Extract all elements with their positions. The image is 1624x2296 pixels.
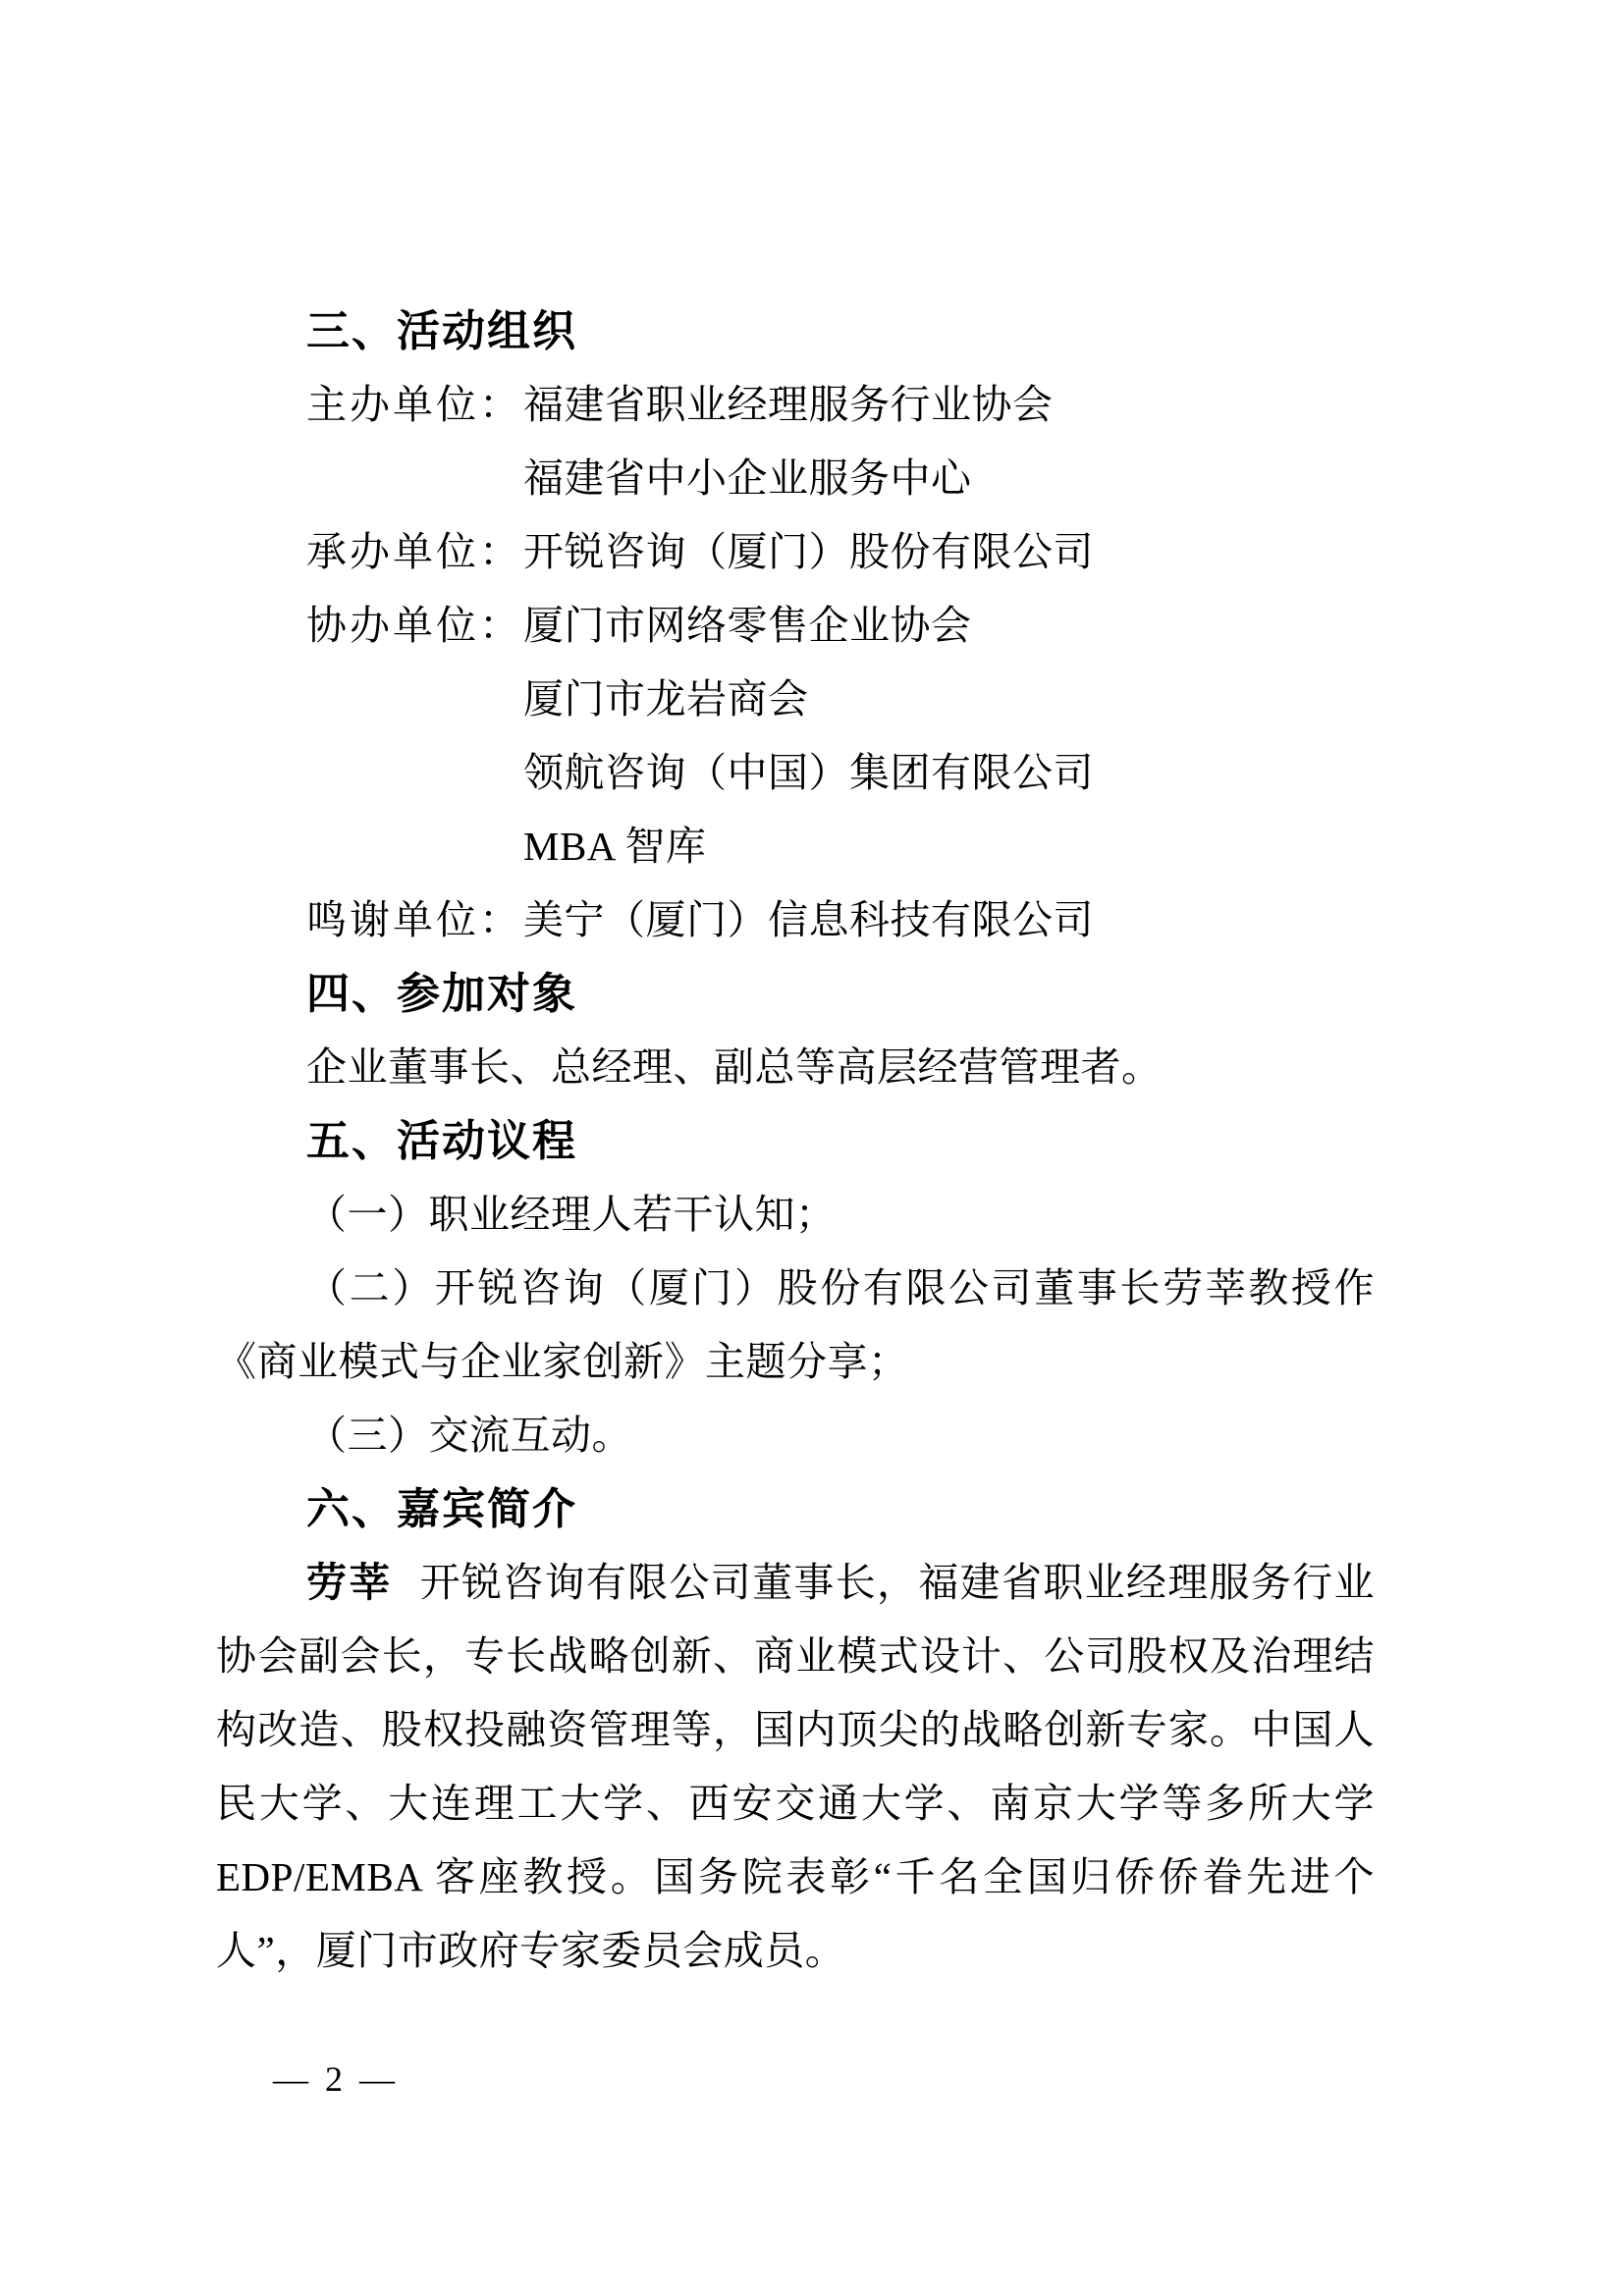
organizer-line-co-3 <box>216 736 1375 810</box>
organizer-value-co-3: 领航咨询（中国）集团有限公司 <box>523 750 1094 795</box>
organizer-value-host-1: 福建省职业经理服务行业协会 <box>523 382 1054 427</box>
organizer-line-host <box>216 368 1375 442</box>
organizer-line-host-2 <box>216 442 1375 515</box>
organizer-value-co-1: 厦门市网络零售企业协会 <box>523 603 972 648</box>
document-body <box>216 294 1375 1988</box>
organizer-value-undertaker: 开锐咨询（厦门）股份有限公司 <box>523 529 1094 574</box>
organizer-line-thanks <box>216 883 1375 957</box>
organizer-line-co-4 <box>216 810 1375 883</box>
organizer-value-co-4: MBA 智库 <box>523 824 707 869</box>
organizer-line-co-1 <box>216 589 1375 663</box>
section4-heading: 四、参加对象 <box>306 970 577 1018</box>
organizer-line-undertaker <box>216 515 1375 589</box>
section3-heading: 三、活动组织 <box>306 307 577 355</box>
section5-heading: 五、活动议程 <box>306 1117 577 1165</box>
organizer-value-host-2: 福建省中小企业服务中心 <box>523 455 972 501</box>
agenda-item-1: （一）职业经理人若干认知； <box>306 1192 837 1237</box>
speaker-name: 劳莘 <box>306 1560 393 1605</box>
organizer-label-thanks: 鸣谢单位： <box>306 897 522 942</box>
page-number: — 2 — <box>273 2059 399 2099</box>
section6-heading: 六、嘉宾简介 <box>306 1485 577 1533</box>
speaker-bio-text: 开锐咨询有限公司董事长，福建省职业经理服务行业协会副会长，专长战略创新、商业模式设计、公司股权及治理结构改造、股权投融资管理等，国内顶尖的战略创新专家。中国人民大学、大连理工大学、西安交通大学、南京大学等多所大学EDP/EMBA 客座教授。国务院表彰“千名全国归侨侨眷先进个人”，厦门市政府专家委员会成员。 <box>216 1560 1375 1973</box>
section4-body: 企业董事长、总经理、副总等高层经营管理者。 <box>306 1044 1163 1090</box>
organizer-label-co: 协办单位： <box>306 603 522 648</box>
organizer-value-thanks: 美宁（厦门）信息科技有限公司 <box>523 897 1094 942</box>
organizer-label-host: 主办单位： <box>306 382 522 427</box>
speaker-bio-paragraph <box>216 1546 1375 1988</box>
organizer-value-co-2: 厦门市龙岩商会 <box>523 676 809 721</box>
organizer-label-undertaker: 承办单位： <box>306 529 522 574</box>
organizer-line-co-2 <box>216 663 1375 736</box>
agenda-item-3: （三）交流互动。 <box>306 1413 632 1458</box>
agenda-item-2: （二）开锐咨询（厦门）股份有限公司董事长劳莘教授作《商业模式与企业家创新》主题分享； <box>216 1265 1375 1384</box>
